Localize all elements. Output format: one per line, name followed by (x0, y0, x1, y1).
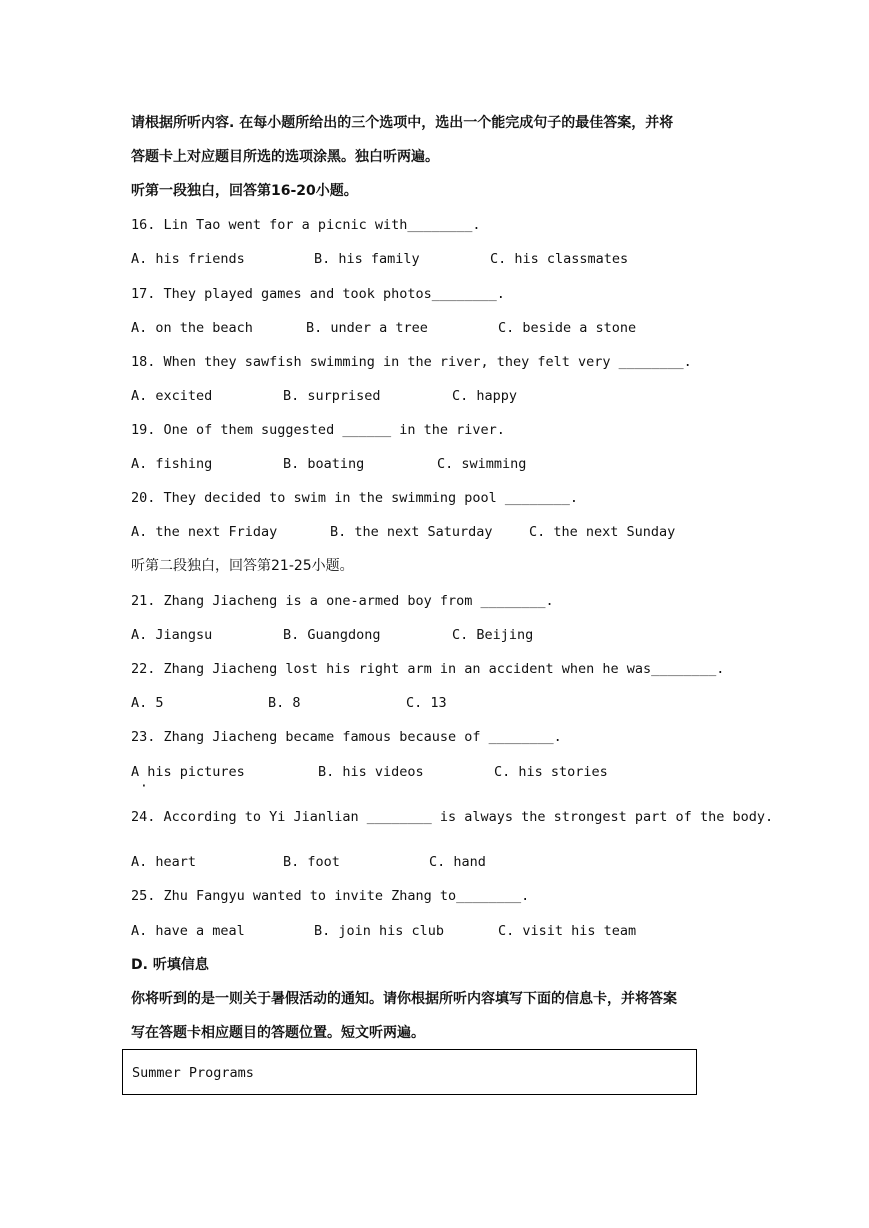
q21-option-b: B. Guangdong (283, 627, 381, 643)
stray-dot: · (140, 779, 148, 794)
intro-line-1: 请根据所听内容. 在每小题所给出的三个选项中，选出一个能完成句子的最佳答案，并将 (131, 115, 674, 131)
part-d-heading: D. 听填信息 (131, 957, 209, 973)
q16-option-a: A. his friends (131, 251, 245, 267)
q17-option-a: A. on the beach (131, 320, 253, 336)
q24-option-c: C. hand (429, 854, 486, 870)
q18-option-a: A. excited (131, 388, 213, 404)
q18-option-b: B. surprised (283, 388, 381, 404)
q19-option-a: A. fishing (131, 456, 213, 472)
q19-option-c: C. swimming (437, 456, 527, 472)
question-17: 17. They played games and took photos________. (131, 286, 505, 302)
question-21: 21. Zhang Jiacheng is a one-armed boy from ________. (131, 593, 554, 609)
q22-option-b: B. 8 (268, 695, 301, 711)
q21-option-a: A. Jiangsu (131, 627, 213, 643)
q17-option-b: B. under a tree (306, 320, 428, 336)
question-22: 22. Zhang Jiacheng lost his right arm in an accident when he was________. (131, 661, 725, 677)
q21-option-c: C. Beijing (452, 627, 534, 643)
q25-option-b: B. join his club (314, 923, 445, 939)
q23-option-b: B. his videos (318, 764, 424, 780)
part-d-line-2: 写在答题卡相应题目的答题位置。短文听两遍。 (131, 1025, 425, 1041)
section-2-heading: 听第二段独白，回答第21-25小题。 (131, 558, 354, 574)
q19-option-b: B. boating (283, 456, 365, 472)
q24-option-b: B. foot (283, 854, 340, 870)
q20-option-a: A. the next Friday (131, 524, 278, 540)
question-25: 25. Zhu Fangyu wanted to invite Zhang to________. (131, 888, 530, 904)
question-24: 24. According to Yi Jianlian ________ is always the strongest part of the body. (131, 809, 774, 825)
question-16: 16. Lin Tao went for a picnic with________. (131, 217, 481, 233)
q23-option-c: C. his stories (494, 764, 608, 780)
q25-option-c: C. visit his team (498, 923, 637, 939)
q22-option-a: A. 5 (131, 695, 164, 711)
q23-option-a: A his pictures (131, 764, 245, 780)
question-18: 18. When they sawfish swimming in the river, they felt very ________. (131, 354, 692, 370)
q16-option-c: C. his classmates (490, 251, 629, 267)
q20-option-b: B. the next Saturday (330, 524, 493, 540)
intro-line-2: 答题卡上对应题目所选的选项涂黑。独白听两遍。 (131, 149, 439, 165)
question-23: 23. Zhang Jiacheng became famous because of ________. (131, 729, 562, 745)
q16-option-b: B. his family (314, 251, 420, 267)
question-20: 20. They decided to swim in the swimming pool ________. (131, 490, 579, 506)
q18-option-c: C. happy (452, 388, 518, 404)
q17-option-c: C. beside a stone (498, 320, 637, 336)
section-1-heading: 听第一段独白，回答第16-20小题。 (131, 183, 358, 199)
question-19: 19. One of them suggested ______ in the river. (131, 422, 505, 438)
q24-option-a: A. heart (131, 854, 197, 870)
q22-option-c: C. 13 (406, 695, 447, 711)
summer-programs-table (122, 1049, 697, 1095)
table-title: Summer Programs (132, 1065, 254, 1081)
part-d-line-1: 你将听到的是一则关于暑假活动的通知。请你根据所听内容填写下面的信息卡，并将答案 (131, 991, 677, 1007)
q20-option-c: C. the next Sunday (529, 524, 676, 540)
q25-option-a: A. have a meal (131, 923, 245, 939)
